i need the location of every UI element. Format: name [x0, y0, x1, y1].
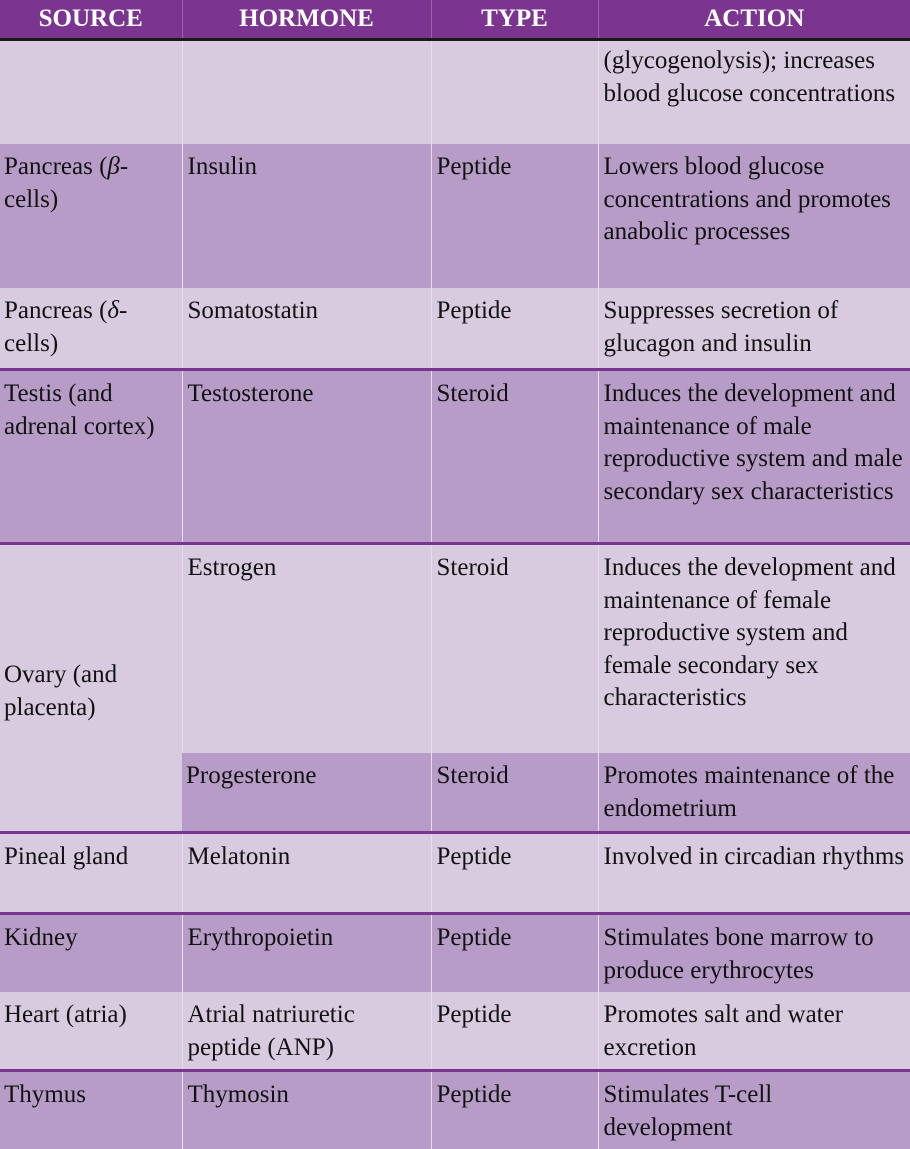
type-cell — [431, 40, 598, 145]
source-cell: Pancreas (δ-cells) — [0, 288, 182, 370]
source-cell: Pineal gland — [0, 833, 182, 914]
table-row — [0, 544, 910, 754]
header-action: ACTION — [598, 0, 910, 40]
action-cell: Stimulates bone marrow to produce erythrocytes — [598, 914, 910, 993]
hormone-cell: Atrial natriuretic peptide (ANP) — [182, 992, 431, 1071]
table-row — [0, 1071, 910, 1149]
hormone-cell: Insulin — [182, 144, 431, 288]
source-cell: Testis (and adrenal cortex) — [0, 370, 182, 544]
table-row — [0, 914, 910, 993]
action-cell: Involved in circadian rhythms — [598, 833, 910, 914]
type-cell: Peptide — [431, 992, 598, 1071]
hormone-cell: Progesterone — [182, 753, 431, 833]
header-hormone: HORMONE — [182, 0, 431, 40]
header-type: TYPE — [431, 0, 598, 40]
table-row — [0, 992, 910, 1071]
action-cell: Suppresses secretion of glucagon and insulin — [598, 288, 910, 370]
source-cell: Thymus — [0, 1071, 182, 1149]
hormone-cell: Melatonin — [182, 833, 431, 914]
table-row — [0, 40, 910, 145]
action-cell: Promotes maintenance of the endometrium — [598, 753, 910, 833]
type-cell: Peptide — [431, 288, 598, 370]
type-cell: Peptide — [431, 914, 598, 993]
source-cell — [0, 40, 182, 145]
source-cell: Ovary (and placenta) — [0, 544, 182, 833]
source-cell: Heart (atria) — [0, 992, 182, 1071]
hormone-cell: Estrogen — [182, 544, 431, 754]
hormone-cell: Somatostatin — [182, 288, 431, 370]
hormone-cell — [182, 40, 431, 145]
action-cell: Stimulates T-cell development — [598, 1071, 910, 1149]
hormone-cell: Thymosin — [182, 1071, 431, 1149]
action-cell: Lowers blood glucose concentrations and promotes anabolic processes — [598, 144, 910, 288]
table-row — [0, 370, 910, 544]
type-cell: Steroid — [431, 753, 598, 833]
hormone-cell: Erythropoietin — [182, 914, 431, 993]
source-cell: Pancreas (β-cells) — [0, 144, 182, 288]
type-cell: Peptide — [431, 1071, 598, 1149]
action-cell: Induces the development and maintenance of female reproductive system and female secondary sex characteristics — [598, 544, 910, 754]
action-cell: Promotes salt and water excretion — [598, 992, 910, 1071]
type-cell: Peptide — [431, 144, 598, 288]
header-row — [0, 0, 910, 40]
header-source: SOURCE — [0, 0, 182, 40]
table-row — [0, 144, 910, 288]
action-cell: Induces the development and maintenance of male reproductive system and male secondary sex characteristics — [598, 370, 910, 544]
table-row — [0, 288, 910, 370]
hormone-cell: Testosterone — [182, 370, 431, 544]
source-cell: Kidney — [0, 914, 182, 993]
type-cell: Peptide — [431, 833, 598, 914]
type-cell: Steroid — [431, 370, 598, 544]
action-cell: (glycogenolysis); increases blood glucose concentrations — [598, 40, 910, 145]
type-cell: Steroid — [431, 544, 598, 754]
table-row — [0, 833, 910, 914]
